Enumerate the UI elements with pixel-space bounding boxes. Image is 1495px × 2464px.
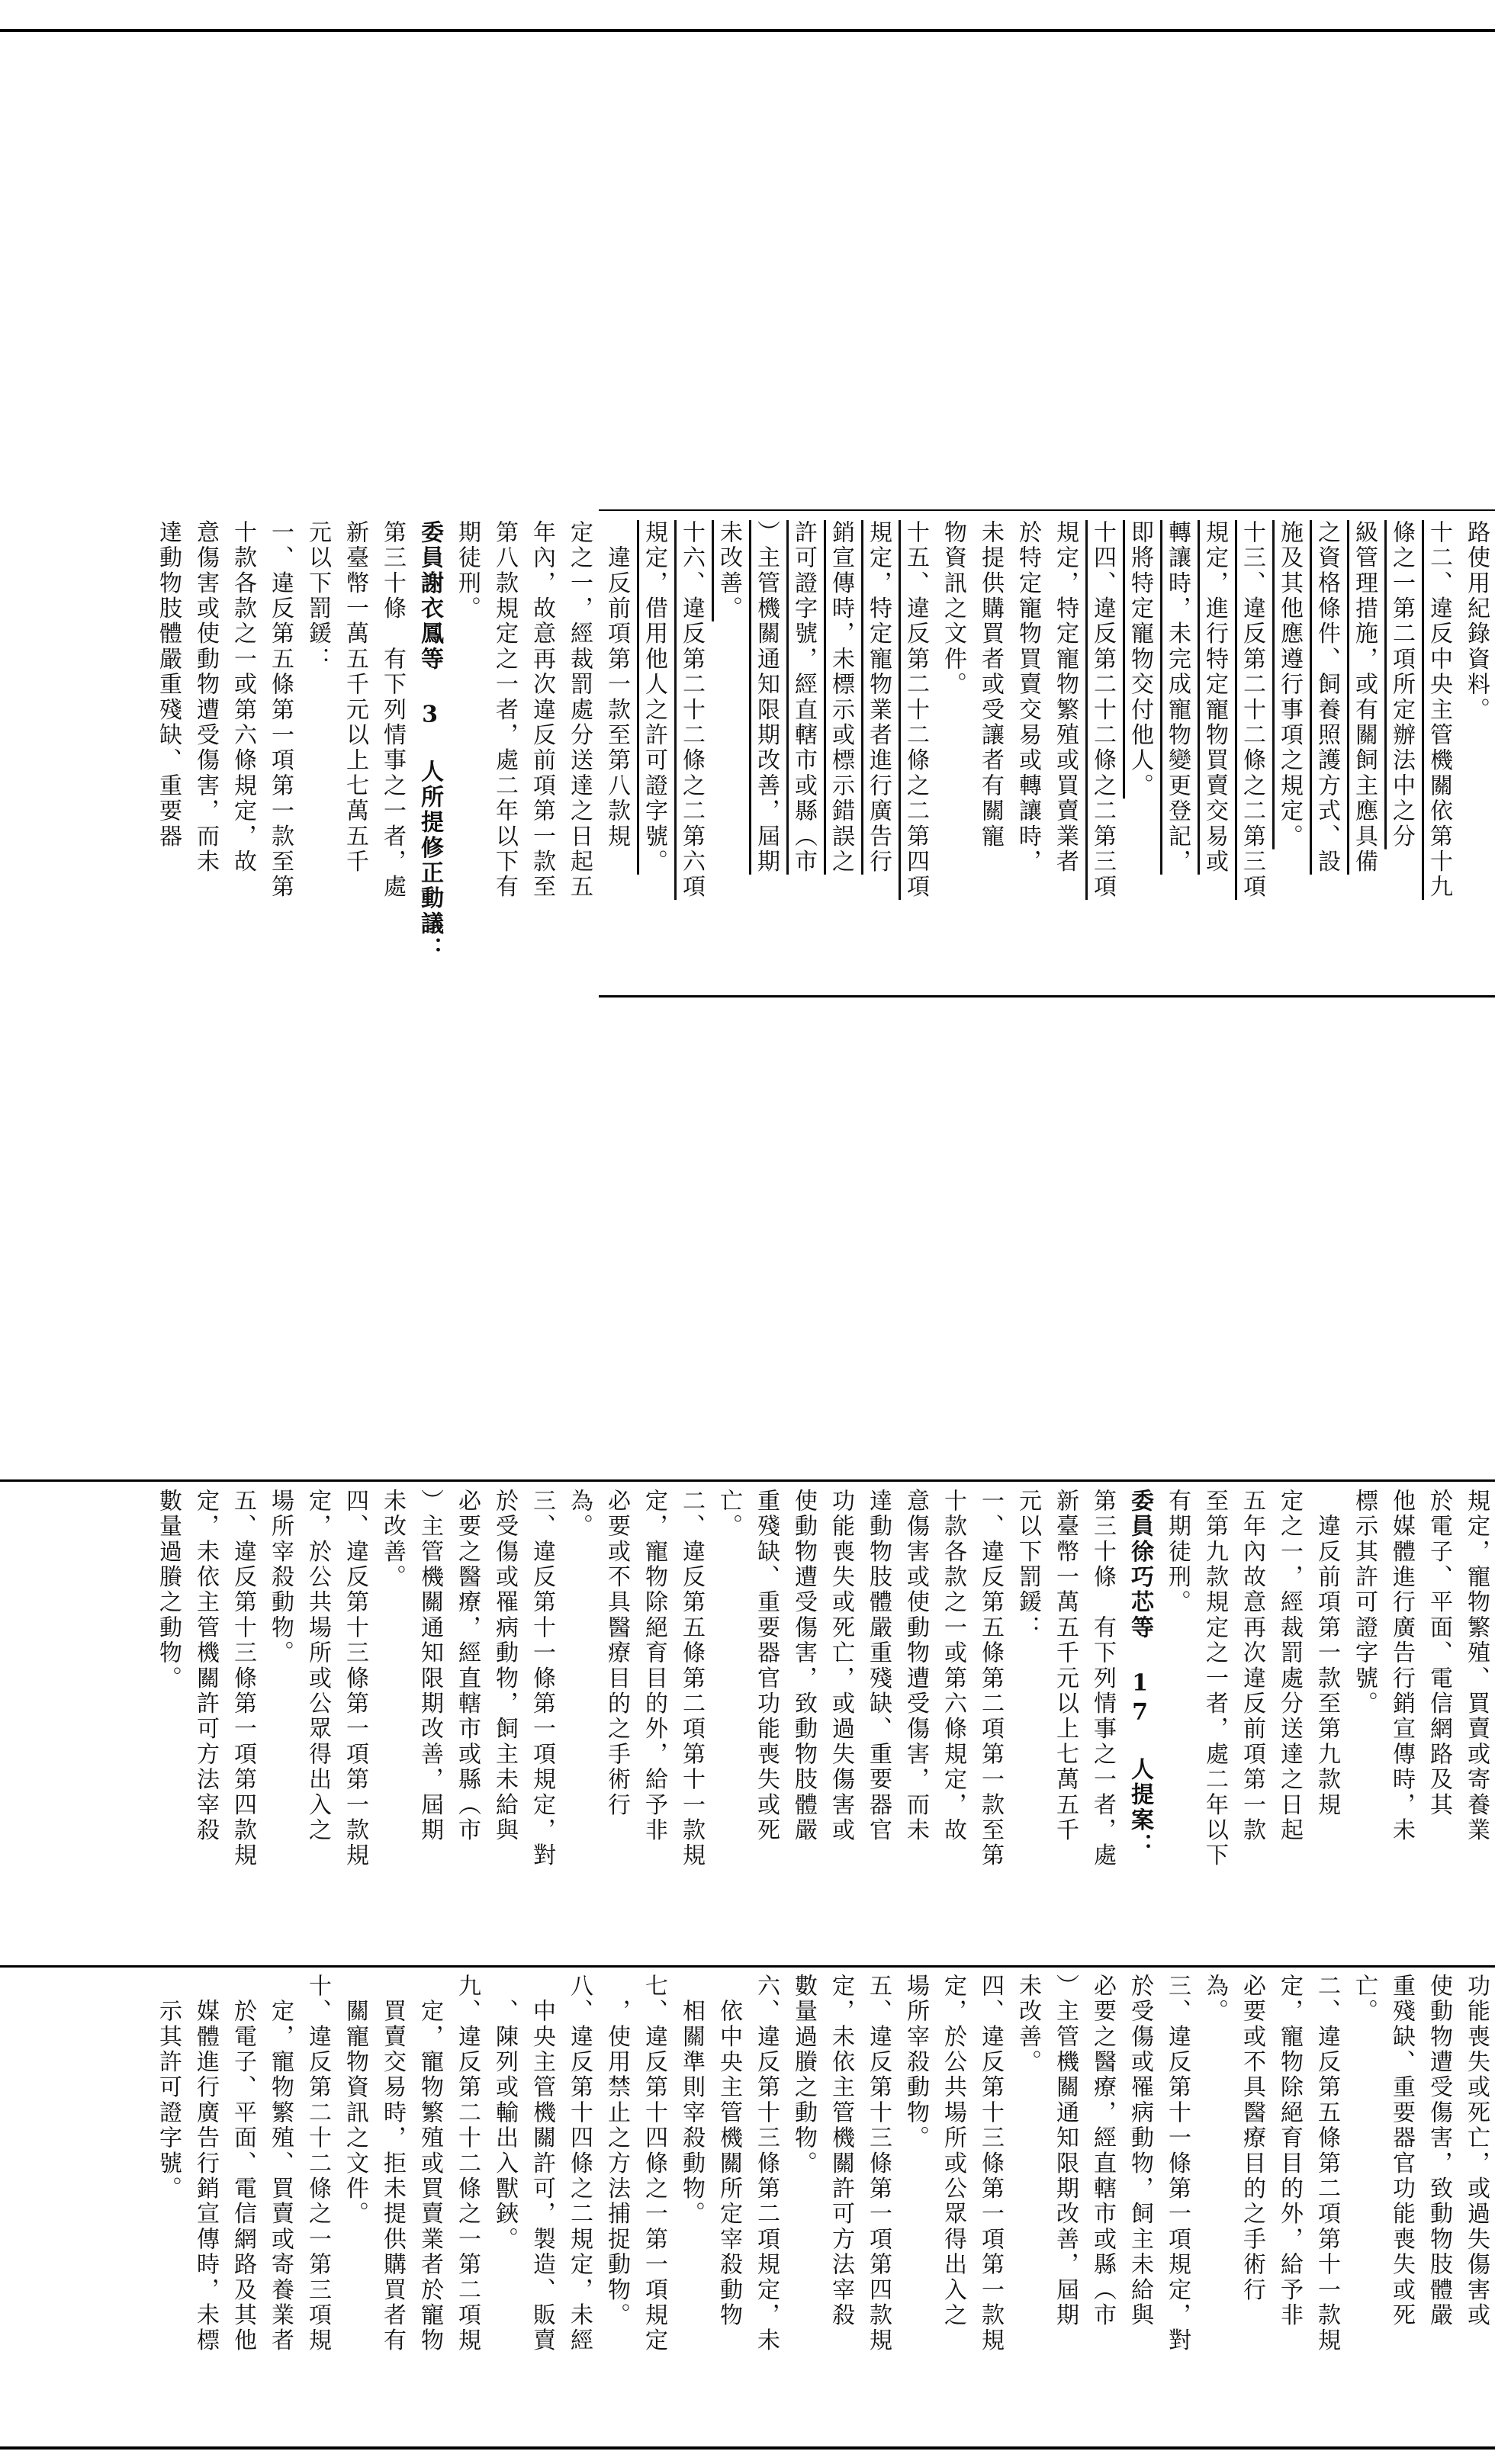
upper-text-line: ）主管機關通知限期改善，屆期 bbox=[753, 520, 780, 875]
lower-text-second-line: 場所宰殺動物。 bbox=[267, 1489, 294, 1666]
lower-text-second-line: 定，未依主管機關許可方法宰殺 bbox=[192, 1489, 219, 1843]
upper-text-line: 達動物肢體嚴重殘缺、重要器 bbox=[155, 520, 182, 850]
lower-text-second-line: 重殘缺、重要器官功能喪失或死 bbox=[753, 1489, 780, 1843]
upper-text-line: 即將特定寵物交付他人。 bbox=[1127, 520, 1153, 799]
lower-text-first-line: 功能喪失或死亡，或過失傷害或 bbox=[1463, 1974, 1490, 2328]
lower-text-first-line: 未改善。 bbox=[1014, 1974, 1041, 2075]
lower-text-second-line: 定之一，經裁罰處分送達之日起 bbox=[1276, 1489, 1303, 1843]
lower-text-second-line: 使動物遭受傷害，致動物肢體嚴 bbox=[790, 1489, 817, 1843]
lower-text-second-line: 至第九款規定之一者，處二年以下 bbox=[1201, 1489, 1228, 1868]
lower-text-first-line: 示其許可證字號。 bbox=[155, 1974, 182, 2202]
lower-text-first-line: 定，寵物繁殖或買賣業者於寵物 bbox=[416, 1974, 443, 2353]
upper-text-line: 轉讓時，未完成寵物變更登記， bbox=[1164, 520, 1191, 875]
lower-text-first-line: 必要之醫療，經直轄市或縣（市 bbox=[1089, 1974, 1116, 2328]
upper-text-line: 路使用紀錄資料。 bbox=[1463, 520, 1490, 723]
lower-text-second-line: 違反前項第一款至第九款規 bbox=[1313, 1489, 1340, 1818]
lower-text-second-line: 數量過賸之動物。 bbox=[155, 1489, 182, 1691]
upper-text-column bbox=[155, 520, 1495, 991]
upper-text-line: 未提供購買者或受讓者有關寵 bbox=[977, 520, 1004, 850]
lower-text-second-line: 達動物肢體嚴重殘缺、重要器官 bbox=[865, 1489, 892, 1843]
upper-text-line: 十六、違反第二十二條之二第六項 bbox=[678, 520, 705, 900]
lower-text-first-line: 依中央主管機關所定宰殺動物 bbox=[715, 1974, 742, 2328]
upper-text-line: 第八款規定之一者，處二年以下有 bbox=[491, 520, 518, 900]
lower-text-first-line: 相關準則宰殺動物。 bbox=[678, 1974, 705, 2227]
lower-text-second-line: 五年內故意再次違反前項第一款 bbox=[1239, 1489, 1265, 1843]
upper-text-line: 級管理措施，或有關飼主應具備 bbox=[1351, 520, 1378, 875]
lower-text-first-line: 二、違反第五條第二項第十一款規 bbox=[1313, 1974, 1340, 2353]
lower-text-first-line: 十、違反第二十二條之一第三項規 bbox=[304, 1974, 331, 2353]
lower-text-first-line: 五、違反第十三條第一項第四款規 bbox=[865, 1974, 892, 2353]
bottom-border bbox=[0, 2446, 1495, 2450]
upper-text-line: 規定，特定寵物繁殖或買賣業者 bbox=[1052, 520, 1079, 875]
lower-text-first-line: 亡。 bbox=[1351, 1974, 1378, 2025]
upper-text-line: 委員謝衣鳳等 3 人所提修正動議： bbox=[416, 520, 443, 962]
lower-text-second-line: 元以下罰鍰： bbox=[1014, 1489, 1041, 1641]
lower-text-second-line: 一、違反第五條第二項第一款至第 bbox=[977, 1489, 1004, 1868]
upper-text-line: 銷宣傳時，未標示或標示錯誤之 bbox=[828, 520, 854, 875]
upper-text-line: 新臺幣一萬五千元以上七萬五千 bbox=[342, 520, 368, 875]
lower-text-second-line: 五、違反第十三條第一項第四款規 bbox=[230, 1489, 256, 1868]
upper-text-line: 物資訊之文件。 bbox=[940, 520, 966, 698]
lower-text-second-line: 新臺幣一萬五千元以上七萬五千 bbox=[1052, 1489, 1079, 1843]
upper-text-line: 期徒刑。 bbox=[454, 520, 481, 622]
lower-text-first-line: 定，寵物除絕育目的外，給予非 bbox=[1276, 1974, 1303, 2328]
lower-text-first-line: 為。 bbox=[1201, 1974, 1228, 2025]
upper-text-line: 十四、違反第二十二條之二第三項 bbox=[1089, 520, 1116, 900]
lower-text-first-line: 三、違反第十一條第一項規定，對 bbox=[1164, 1974, 1191, 2353]
lower-text-first-line: ，使用禁止之方法捕捉動物。 bbox=[603, 1974, 630, 2328]
upper-text-line: 之資格條件、飼養照護方式、設 bbox=[1313, 520, 1340, 875]
lower-text-second-line: 標示其許可證字號。 bbox=[1351, 1489, 1378, 1717]
upper-text-line: 定之一，經裁罰處分送達之日起五 bbox=[566, 520, 593, 900]
lower-text-second-line: 必要或不具醫療目的之手術行 bbox=[603, 1489, 630, 1818]
lower-text-second-line: 十款各款之一或第六條規定，故 bbox=[940, 1489, 966, 1843]
lower-text-second-line: 四、違反第十三條第一項第一款規 bbox=[342, 1489, 368, 1868]
lower-text-first-line: 使動物遭受傷害，致動物肢體嚴 bbox=[1426, 1974, 1452, 2328]
upper-text-line: 一、違反第五條第一項第一款至第 bbox=[267, 520, 294, 900]
upper-text-line: 十款各款之一或第六條規定，故 bbox=[230, 520, 256, 875]
lower-text-second-line: 亡。 bbox=[715, 1489, 742, 1540]
lower-text-first-line: 數量過賸之動物。 bbox=[790, 1974, 817, 2176]
upper-text-line: 規定，進行特定寵物買賣交易或 bbox=[1201, 520, 1228, 875]
upper-section-top-rule bbox=[599, 509, 1495, 511]
lower-text-second-line: 委員徐巧芯等 17 人提案： bbox=[1127, 1489, 1153, 1858]
lower-text-first-line: ）主管機關通知限期改善，屆期 bbox=[1052, 1974, 1079, 2328]
lower-text-first-line: 八、違反第十四條之二規定，未經 bbox=[566, 1974, 593, 2353]
upper-text-line: 規定，特定寵物業者進行廣告行 bbox=[865, 520, 892, 875]
upper-section-bottom-rule bbox=[599, 995, 1495, 997]
lower-text-second-line: 定，寵物除絕育目的外，給予非 bbox=[641, 1489, 667, 1843]
lower-text-first-line: 定，寵物繁殖、買賣或寄養業者 bbox=[267, 1974, 294, 2353]
upper-text-line: 許可證字號，經直轄市或縣（市 bbox=[790, 520, 817, 875]
lower-text-column-first bbox=[0, 1974, 1495, 2443]
lower-text-second-line: 他媒體進行廣告行銷宣傳時，未 bbox=[1388, 1489, 1415, 1843]
lower-text-second-line: 第三十條 有下列情事之一者，處 bbox=[1089, 1489, 1116, 1868]
lower-text-first-line: 必要或不具醫療目的之手術行 bbox=[1239, 1974, 1265, 2303]
lower-text-first-line: 買賣交易時，拒未提供購買者有 bbox=[379, 1974, 406, 2353]
upper-text-line: 十二、違反中央主管機關依第十九 bbox=[1426, 520, 1452, 900]
lower-text-first-line: 定，於公共場所或公眾得出入之 bbox=[940, 1974, 966, 2328]
lower-text-first-line: 於電子、平面、電信網路及其他 bbox=[230, 1974, 256, 2353]
lower-section-top-rule bbox=[0, 1479, 1495, 1482]
lower-text-first-line: 四、違反第十三條第一項第一款規 bbox=[977, 1974, 1004, 2353]
lower-text-first-line: 九、違反第二十二條之一第二項規 bbox=[454, 1974, 481, 2353]
lower-text-second-line: 功能喪失或死亡，或過失傷害或 bbox=[828, 1489, 854, 1843]
lower-text-first-line: 重殘缺、重要器官功能喪失或死 bbox=[1388, 1974, 1415, 2328]
top-border bbox=[0, 29, 1495, 32]
lower-text-first-line: 六、違反第十三條第二項規定，未 bbox=[753, 1974, 780, 2353]
lower-text-second-line: 定，於公共場所或公眾得出入之 bbox=[304, 1489, 331, 1843]
lower-section-divider-rule bbox=[0, 1965, 1495, 1968]
lower-text-first-line: 定，未依主管機關許可方法宰殺 bbox=[828, 1974, 854, 2328]
lower-text-first-line: 場所宰殺動物。 bbox=[902, 1974, 929, 2151]
lower-text-second-line: 未改善。 bbox=[379, 1489, 406, 1590]
lower-text-first-line: 、陳列或輸出入獸鋏。 bbox=[491, 1974, 518, 2253]
upper-text-line: 規定，借用他人之許可證字號。 bbox=[641, 520, 667, 875]
lower-text-second-line: 規定，寵物繁殖、買賣或寄養業 bbox=[1463, 1489, 1490, 1843]
lower-text-second-line: 有期徒刑。 bbox=[1164, 1489, 1191, 1615]
upper-text-line: 第三十條 有下列情事之一者，處 bbox=[379, 520, 406, 900]
upper-text-line: 施及其他應遵行事項之規定。 bbox=[1276, 520, 1303, 850]
lower-text-column-second bbox=[0, 1489, 1495, 1961]
upper-text-line: 違反前項第一款至第八款規 bbox=[603, 520, 630, 850]
upper-text-line: 於特定寵物買賣交易或轉讓時， bbox=[1014, 520, 1041, 875]
lower-text-first-line: 關寵物資訊之文件。 bbox=[342, 1974, 368, 2227]
lower-text-second-line: 必要之醫療，經直轄市或縣（市 bbox=[454, 1489, 481, 1843]
lower-text-second-line: 二、違反第五條第二項第十一款規 bbox=[678, 1489, 705, 1868]
lower-text-first-line: 媒體進行廣告行銷宣傳時，未標 bbox=[192, 1974, 219, 2353]
upper-text-line: 未改善。 bbox=[715, 520, 742, 622]
upper-text-line: 年內，故意再次違反前項第一款至 bbox=[529, 520, 555, 900]
upper-text-line: 元以下罰鍰： bbox=[304, 520, 331, 673]
upper-text-line: 十三、違反第二十二條之二第三項 bbox=[1239, 520, 1265, 900]
lower-text-first-line: 七、違反第十四條之一第一項規定 bbox=[641, 1974, 667, 2353]
lower-text-second-line: 於受傷或罹病動物，飼主未給與 bbox=[491, 1489, 518, 1843]
upper-text-line: 意傷害或使動物遭受傷害，而未 bbox=[192, 520, 219, 875]
lower-text-second-line: 於電子、平面、電信網路及其 bbox=[1426, 1489, 1452, 1818]
lower-text-second-line: ）主管機關通知限期改善，屆期 bbox=[416, 1489, 443, 1843]
lower-text-second-line: 為。 bbox=[566, 1489, 593, 1540]
upper-text-line: 十五、違反第二十二條之二第四項 bbox=[902, 520, 929, 900]
upper-text-line: 條之一第二項所定辦法中之分 bbox=[1388, 520, 1415, 850]
lower-text-second-line: 意傷害或使動物遭受傷害，而未 bbox=[902, 1489, 929, 1843]
lower-text-first-line: 於受傷或罹病動物，飼主未給與 bbox=[1127, 1974, 1153, 2328]
lower-text-second-line: 三、違反第十一條第一項規定，對 bbox=[529, 1489, 555, 1868]
lower-text-first-line: 中央主管機關許可，製造、販賣 bbox=[529, 1974, 555, 2353]
